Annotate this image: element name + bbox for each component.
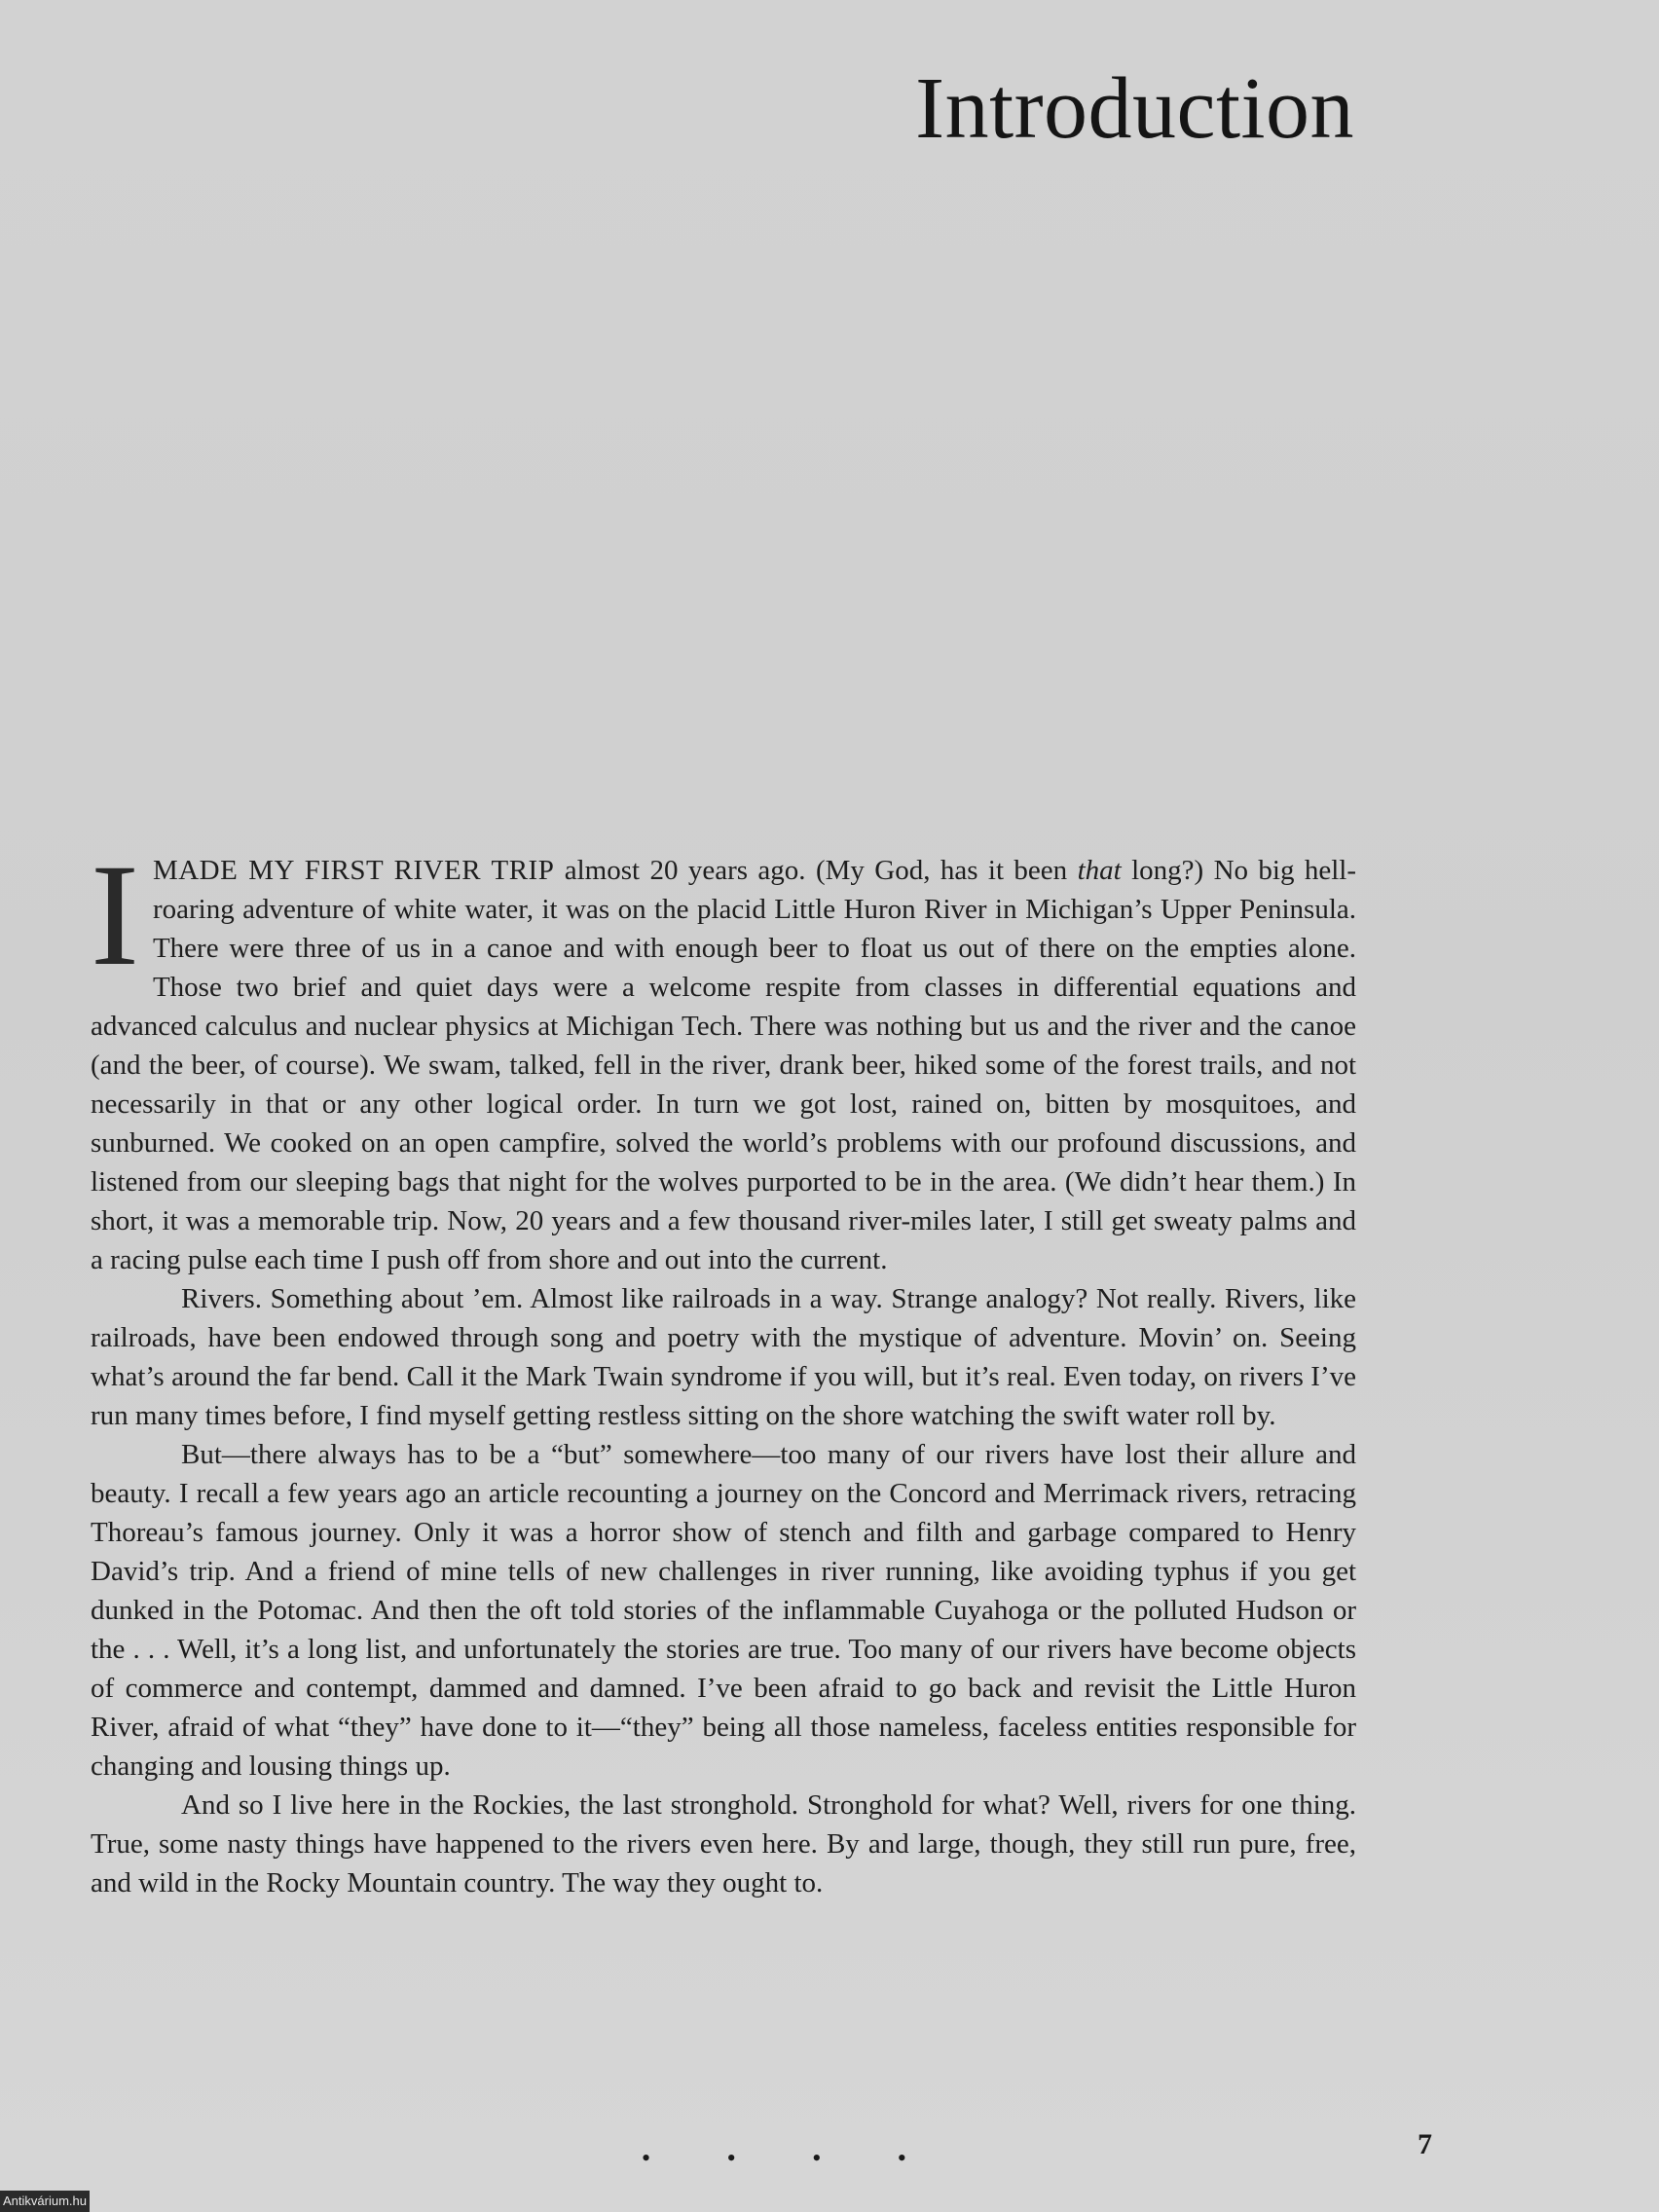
page-number: 7 [1418,2128,1432,2160]
source-watermark: Antikvárium.hu [0,2191,90,2212]
drop-cap: I [91,834,139,996]
emphasis-that: that [1077,855,1122,886]
paragraph-2: Rivers. Something about ’em. Almost like railroads in a way. Strange analogy? Not really. Rivers, like railroads, have been endowed through song and poetry with the mystique of adventure. Movin’ on. Seeing what’s around the far bend. Call it the Mark Twain syndrome if you will, but it’s real. Even today, on rivers I’ve run many times before, I find myself getting restless sitting on the shore watching the swift water roll by. [91,1283,1356,1431]
page-title: Introduction [915,60,1354,157]
paragraph-1 [91,834,1357,1279]
paragraph-1-text-a: almost 20 years ago. (My God, has it been [554,855,1078,886]
opening-lead: MADE MY FIRST RIVER TRIP [152,855,555,886]
paragraph-1-text-b: long?) No big hell-roaring adventure of white water, it was on the placid Little Huron River in Michigan’s Upper Peninsula. There were three of us in a canoe and with enough beer to float us out of there on the empties alone. Those two brief and quiet days were a welcome respite from classes in differential equations and advanced calculus and nuclear physics at Michigan Tech. There was nothing but us and the river and the canoe (and the beer, of course). We swam, talked, fell in the river, drank beer, hiked some of the forest trails, and not necessarily in that or any other logical order. In turn we got lost, rained on, bitten by mosquitoes, and sunburned. We cooked on an open campfire, solved the world’s problems with our profound discussions, and listened from our sleeping bags that night for the wolves purported to be in the area. (We didn’t hear them.) In short, it was a memorable trip. Now, 20 years and a few thousand river-miles later, I still get sweaty palms and a racing pulse each time I push off from shore and out into the current. [91,855,1357,1275]
section-ornament: • • • • [642,2144,941,2172]
paragraph-4: And so I live here in the Rockies, the last stronghold. Stronghold for what? Well, rivers for one thing. True, some nasty things have happened to the rivers even here. By and large, though, they still run pure, free, and wild in the Rocky Mountain country. The way they ought to. [91,1789,1356,1899]
paragraph-3: But—there always has to be a “but” somewhere—too many of our rivers have lost their allure and beauty. I recall a few years ago an article recounting a journey on the Concord and Merrimack rivers, retracing Thoreau’s famous journey. Only it was a horror show of stench and filth and garbage compared to Henry David’s trip. And a friend of mine tells of new challenges in river running, like avoiding typhus if you get dunked in the Potomac. And then the oft told stories of the inflammable Cuyahoga or the polluted Hudson or the . . . Well, it’s a long list, and unfortunately the stories are true. Too many of our rivers have become objects of commerce and contempt, dammed and damned. I’ve been afraid to go back and revisit the Little Huron River, afraid of what “they” have done to it—“they” being all those nameless, faceless entities responsible for changing and lousing things up. [91,1439,1356,1782]
introduction-text [91,834,1357,1902]
